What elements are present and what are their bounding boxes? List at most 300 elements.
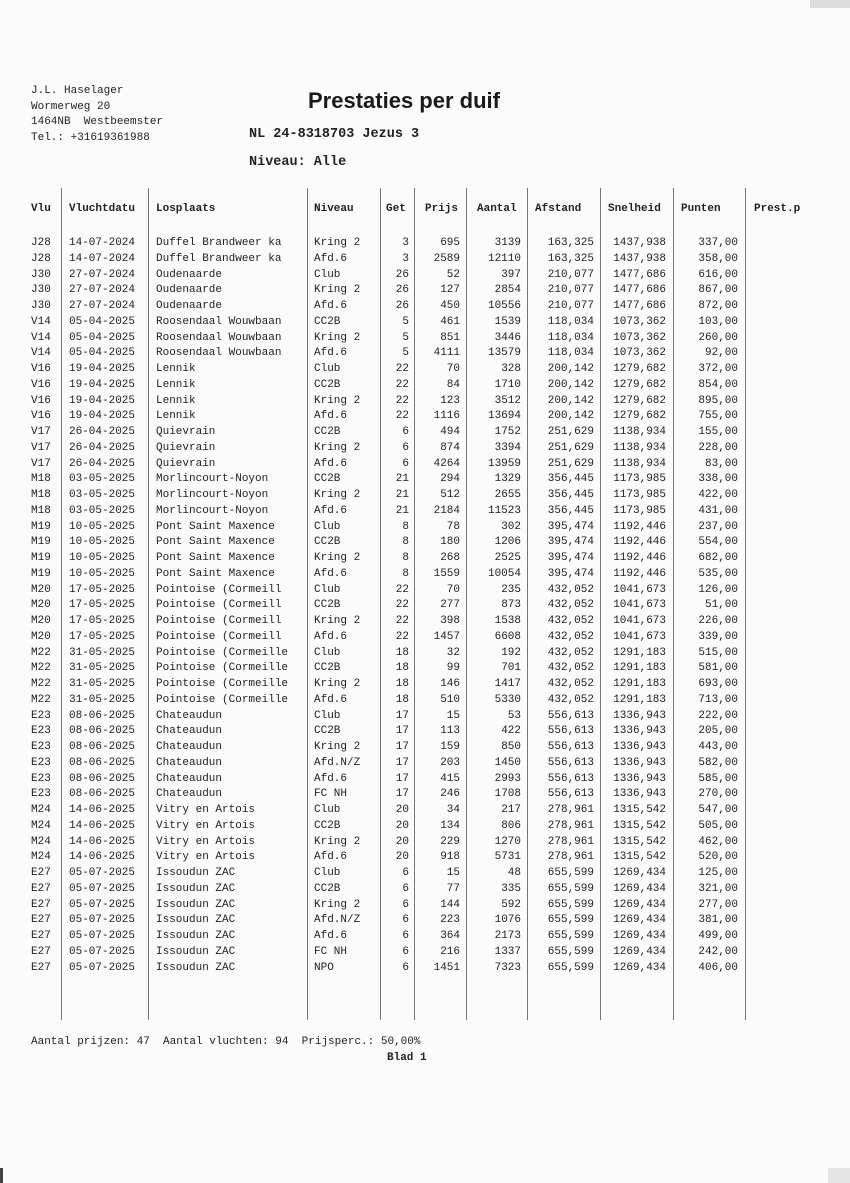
cell-punten: 83,00 [704,457,738,470]
cell-afstand: 432,052 [547,678,594,690]
cell-snelheid: 1437,938 [613,252,666,265]
cell-snelheid: 1269,434 [613,867,666,879]
cell-vlu: J30 [31,284,51,297]
cell-prijs: 134 [440,819,460,832]
cell-date: 05-04-2025 [69,347,136,360]
cell-snelheid: 1315,542 [613,851,666,864]
cell-punten: 895,00 [698,394,738,407]
cell-losplaats: Roosendaal Wouwbaan [156,315,282,328]
cell-snelheid: 1336,943 [613,709,666,722]
cell-aantal: 3394 [494,441,521,454]
cell-punten: 547,00 [698,804,738,816]
cell-prijs: 2184 [433,504,460,517]
cell-get: 6 [402,961,409,974]
header-vluchtdatum: Vluchtdatu [69,203,136,215]
cell-aantal: 5731 [494,851,521,864]
cell-prijs: 1451 [433,961,460,974]
cell-losplaats: Lennik [156,410,196,423]
cell-losplaats: Chateaudun [156,788,223,801]
cell-losplaats: Morlincourt-Noyon [156,489,269,501]
cell-prijs: 695 [440,237,460,249]
cell-afstand: 251,629 [547,441,594,454]
cell-vlu: E27 [31,945,51,958]
cell-prijs: 229 [440,835,460,848]
cell-get: 6 [402,426,409,438]
cell-afstand: 395,474 [547,552,594,564]
cell-date: 08-06-2025 [69,772,136,785]
cell-prijs: 113 [440,725,460,738]
cell-afstand: 432,052 [547,615,594,627]
cell-snelheid: 1192,446 [613,536,666,549]
cell-niveau: CC2B [314,599,341,612]
cell-vlu: M20 [31,630,51,643]
cell-losplaats: Duffel Brandweer ka [156,252,282,265]
cell-date: 14-06-2025 [69,804,136,816]
cell-afstand: 655,599 [547,961,594,974]
cell-get: 6 [402,867,409,879]
cell-afstand: 655,599 [547,882,594,895]
header-prijs: Prijs [425,203,459,215]
cell-afstand: 395,474 [547,536,594,549]
cell-prijs: 4264 [433,457,460,470]
cell-get: 18 [395,693,409,706]
cell-snelheid: 1437,938 [613,237,666,249]
table-row [0,945,850,961]
cell-prijs: 99 [446,662,460,675]
cell-date: 10-05-2025 [69,520,136,533]
cell-prijs: 415 [440,772,460,785]
cell-punten: 338,00 [698,473,738,486]
cell-niveau: Afd.6 [314,347,348,360]
header-niveau: Niveau [314,203,354,215]
cell-aantal: 13959 [487,457,521,470]
cell-snelheid: 1291,183 [613,678,666,690]
header-afstand: Afstand [535,203,582,215]
cell-punten: 872,00 [698,300,738,312]
cell-vlu: V17 [31,457,51,470]
cell-afstand: 118,034 [547,347,594,360]
cell-vlu: E27 [31,914,51,927]
cell-get: 5 [402,315,409,328]
cell-punten: 260,00 [698,331,738,344]
cell-aantal: 217 [501,804,521,816]
cell-vlu: J30 [31,268,51,281]
cell-snelheid: 1192,446 [613,567,666,580]
cell-date: 19-04-2025 [69,394,136,407]
page-number: Blad 1 [387,1052,427,1064]
cell-prijs: 1116 [433,410,460,423]
cell-punten: 155,00 [698,426,738,438]
cell-vlu: V14 [31,331,51,344]
cell-prijs: 123 [440,394,460,407]
cell-niveau: Kring 2 [314,615,361,627]
cell-afstand: 200,142 [547,410,594,423]
cell-niveau: Club [314,867,341,879]
cell-date: 19-04-2025 [69,378,136,391]
cell-prijs: 15 [446,709,460,722]
cell-losplaats: Chateaudun [156,756,223,769]
table-row [0,236,850,252]
cell-snelheid: 1269,434 [613,945,666,958]
cell-niveau: CC2B [314,426,341,438]
cell-date: 05-04-2025 [69,315,136,328]
owner-address [31,84,163,146]
cell-punten: 755,00 [698,410,738,423]
cell-punten: 499,00 [698,930,738,942]
cell-snelheid: 1192,446 [613,520,666,533]
cell-date: 31-05-2025 [69,678,136,690]
cell-aantal: 10054 [487,567,521,580]
cell-losplaats: Vitry en Artois [156,804,256,816]
cell-get: 8 [402,536,409,549]
cell-get: 26 [395,284,409,297]
cell-get: 17 [395,741,409,753]
cell-aantal: 1417 [494,678,521,690]
cell-afstand: 655,599 [547,945,594,958]
table-row [0,913,850,929]
cell-losplaats: Pont Saint Maxence [156,552,275,564]
cell-aantal: 13579 [487,347,521,360]
cell-afstand: 655,599 [547,867,594,879]
cell-vlu: M22 [31,662,51,675]
cell-niveau: Afd.6 [314,457,348,470]
cell-prijs: 216 [440,945,460,958]
cell-niveau: Club [314,709,341,722]
cell-date: 05-07-2025 [69,961,136,974]
cell-niveau: CC2B [314,536,341,549]
cell-punten: 585,00 [698,772,738,785]
scan-edge-bottom [828,1168,850,1183]
cell-get: 6 [402,898,409,911]
cell-losplaats: Issoudun ZAC [156,930,236,942]
cell-losplaats: Pont Saint Maxence [156,520,275,533]
cell-aantal: 3446 [494,331,521,344]
cell-punten: 422,00 [698,489,738,501]
cell-get: 20 [395,835,409,848]
cell-snelheid: 1041,673 [613,630,666,643]
cell-get: 6 [402,441,409,454]
cell-date: 26-04-2025 [69,457,136,470]
table-row [0,457,850,473]
cell-date: 27-07-2024 [69,300,136,312]
cell-afstand: 278,961 [547,851,594,864]
cell-get: 6 [402,930,409,942]
table-row [0,929,850,945]
cell-losplaats: Oudenaarde [156,268,223,281]
header-prestatie: Prest.p [754,203,801,215]
cell-get: 20 [395,851,409,864]
cell-vlu: E27 [31,898,51,911]
cell-vlu: V14 [31,315,51,328]
cell-aantal: 7323 [494,961,521,974]
table-row [0,724,850,740]
cell-afstand: 278,961 [547,804,594,816]
table-row [0,787,850,803]
cell-niveau: Kring 2 [314,678,361,690]
cell-losplaats: Issoudun ZAC [156,914,236,927]
cell-get: 22 [395,378,409,391]
cell-vlu: E23 [31,741,51,753]
cell-prijs: 494 [440,426,460,438]
table-row [0,472,850,488]
cell-snelheid: 1073,362 [613,331,666,344]
cell-date: 05-07-2025 [69,914,136,927]
cell-get: 17 [395,709,409,722]
cell-vlu: V16 [31,378,51,391]
cell-date: 08-06-2025 [69,725,136,738]
cell-punten: 277,00 [698,898,738,911]
cell-aantal: 335 [501,882,521,895]
cell-niveau: FC NH [314,788,348,801]
cell-date: 05-07-2025 [69,930,136,942]
cell-get: 17 [395,788,409,801]
cell-afstand: 251,629 [547,426,594,438]
cell-losplaats: Pointoise (Cormeill [156,615,282,627]
cell-prijs: 146 [440,678,460,690]
table-row [0,425,850,441]
cell-losplaats: Oudenaarde [156,284,223,297]
cell-get: 20 [395,819,409,832]
cell-punten: 581,00 [698,662,738,675]
cell-niveau: FC NH [314,945,348,958]
cell-punten: 321,00 [698,882,738,895]
table-row [0,803,850,819]
cell-get: 3 [402,252,409,265]
cell-date: 31-05-2025 [69,646,136,659]
cell-afstand: 432,052 [547,662,594,675]
cell-losplaats: Issoudun ZAC [156,882,236,895]
cell-losplaats: Pont Saint Maxence [156,567,275,580]
scan-mark [0,1168,3,1183]
cell-niveau: Afd.6 [314,772,348,785]
cell-aantal: 235 [501,583,521,596]
cell-aantal: 592 [501,898,521,911]
table-row [0,252,850,268]
cell-prijs: 461 [440,315,460,328]
cell-get: 6 [402,914,409,927]
table-row [0,268,850,284]
cell-date: 31-05-2025 [69,662,136,675]
cell-vlu: J28 [31,252,51,265]
cell-prijs: 1457 [433,630,460,643]
cell-snelheid: 1336,943 [613,788,666,801]
cell-snelheid: 1279,682 [613,378,666,391]
cell-afstand: 356,445 [547,504,594,517]
cell-punten: 406,00 [698,961,738,974]
cell-prijs: 4111 [433,347,460,360]
cell-losplaats: Quievrain [156,426,216,438]
cell-date: 27-07-2024 [69,268,136,281]
cell-losplaats: Vitry en Artois [156,835,256,848]
cell-losplaats: Chateaudun [156,725,223,738]
cell-get: 18 [395,646,409,659]
cell-snelheid: 1269,434 [613,930,666,942]
cell-prijs: 15 [446,867,460,879]
cell-losplaats: Issoudun ZAC [156,898,236,911]
cell-losplaats: Chateaudun [156,709,223,722]
cell-niveau: Club [314,268,341,281]
cell-niveau: CC2B [314,315,341,328]
cell-aantal: 1538 [494,615,521,627]
cell-punten: 381,00 [698,914,738,927]
cell-get: 5 [402,331,409,344]
cell-get: 22 [395,394,409,407]
cell-afstand: 356,445 [547,473,594,486]
cell-afstand: 432,052 [547,630,594,643]
cell-prijs: 2589 [433,252,460,265]
cell-niveau: Kring 2 [314,394,361,407]
cell-niveau: Kring 2 [314,552,361,564]
cell-date: 17-05-2025 [69,615,136,627]
cell-aantal: 302 [501,520,521,533]
cell-punten: 125,00 [698,867,738,879]
cell-punten: 372,00 [698,363,738,375]
cell-niveau: Club [314,363,341,375]
cell-aantal: 701 [501,662,521,675]
cell-niveau: CC2B [314,725,341,738]
cell-vlu: M22 [31,646,51,659]
cell-prijs: 78 [446,520,460,533]
cell-aantal: 3139 [494,237,521,249]
cell-aantal: 53 [507,709,521,722]
table-row [0,394,850,410]
table-row [0,520,850,536]
cell-punten: 51,00 [704,599,738,612]
cell-afstand: 278,961 [547,835,594,848]
cell-date: 10-05-2025 [69,536,136,549]
cell-vlu: M19 [31,536,51,549]
cell-punten: 226,00 [698,615,738,627]
cell-losplaats: Lennik [156,363,196,375]
cell-niveau: Afd.6 [314,300,348,312]
cell-snelheid: 1041,673 [613,615,666,627]
cell-losplaats: Pointoise (Cormeille [156,662,289,675]
cell-punten: 867,00 [698,284,738,297]
cell-get: 5 [402,347,409,360]
cell-vlu: E27 [31,930,51,942]
cell-losplaats: Vitry en Artois [156,851,256,864]
cell-snelheid: 1477,686 [613,268,666,281]
cell-afstand: 556,613 [547,772,594,785]
cell-get: 8 [402,567,409,580]
owner-street: Wormerweg 20 [31,100,111,113]
cell-prijs: 84 [446,378,460,391]
cell-punten: 443,00 [698,741,738,753]
cell-date: 14-06-2025 [69,835,136,848]
cell-afstand: 655,599 [547,914,594,927]
cell-prijs: 180 [440,536,460,549]
cell-niveau: Kring 2 [314,489,361,501]
cell-losplaats: Morlincourt-Noyon [156,473,269,486]
cell-niveau: CC2B [314,378,341,391]
table-row [0,709,850,725]
table-row [0,409,850,425]
cell-vlu: M20 [31,615,51,627]
table-row [0,362,850,378]
cell-niveau: Afd.6 [314,693,348,706]
cell-niveau: Afd.6 [314,851,348,864]
cell-niveau: CC2B [314,882,341,895]
cell-losplaats: Lennik [156,378,196,391]
cell-aantal: 1708 [494,788,521,801]
cell-vlu: J30 [31,300,51,312]
cell-afstand: 655,599 [547,930,594,942]
cell-losplaats: Chateaudun [156,772,223,785]
cell-niveau: CC2B [314,662,341,675]
cell-vlu: E27 [31,882,51,895]
cell-losplaats: Pointoise (Cormeill [156,583,282,596]
cell-losplaats: Quievrain [156,441,216,454]
pigeon-id: NL 24-8318703 Jezus 3 [249,127,420,142]
cell-snelheid: 1041,673 [613,583,666,596]
cell-punten: 228,00 [698,441,738,454]
cell-snelheid: 1173,985 [613,489,666,501]
cell-date: 08-06-2025 [69,788,136,801]
header-vlu: Vlu [31,203,51,215]
cell-prijs: 77 [446,882,460,895]
cell-get: 6 [402,457,409,470]
cell-punten: 103,00 [698,315,738,328]
cell-afstand: 251,629 [547,457,594,470]
cell-punten: 222,00 [698,709,738,722]
cell-niveau: Afd.6 [314,567,348,580]
cell-prijs: 34 [446,804,460,816]
cell-prijs: 277 [440,599,460,612]
cell-date: 26-04-2025 [69,426,136,438]
cell-get: 17 [395,756,409,769]
cell-afstand: 356,445 [547,489,594,501]
table-row [0,850,850,866]
cell-get: 17 [395,772,409,785]
cell-punten: 854,00 [698,378,738,391]
cell-aantal: 1450 [494,756,521,769]
cell-snelheid: 1279,682 [613,394,666,407]
cell-vlu: E23 [31,788,51,801]
cell-snelheid: 1315,542 [613,819,666,832]
cell-niveau: Kring 2 [314,331,361,344]
cell-prijs: 398 [440,615,460,627]
cell-losplaats: Morlincourt-Noyon [156,504,269,517]
cell-date: 19-04-2025 [69,363,136,375]
cell-date: 17-05-2025 [69,599,136,612]
cell-get: 26 [395,268,409,281]
cell-niveau: Kring 2 [314,898,361,911]
table-row [0,567,850,583]
cell-snelheid: 1336,943 [613,725,666,738]
cell-date: 08-06-2025 [69,741,136,753]
cell-get: 3 [402,237,409,249]
table-row [0,961,850,977]
cell-date: 17-05-2025 [69,630,136,643]
cell-date: 10-05-2025 [69,552,136,564]
cell-losplaats: Lennik [156,394,196,407]
cell-get: 22 [395,630,409,643]
cell-punten: 237,00 [698,520,738,533]
cell-date: 27-07-2024 [69,284,136,297]
cell-vlu: V16 [31,363,51,375]
cell-aantal: 1206 [494,536,521,549]
cell-afstand: 432,052 [547,599,594,612]
cell-get: 22 [395,615,409,627]
cell-punten: 693,00 [698,678,738,690]
cell-aantal: 5330 [494,693,521,706]
cell-losplaats: Pointoise (Cormeill [156,630,282,643]
niveau-line: Niveau: Alle [249,155,347,170]
cell-niveau: NPO [314,961,334,974]
cell-get: 17 [395,725,409,738]
cell-prijs: 450 [440,300,460,312]
cell-afstand: 118,034 [547,315,594,328]
